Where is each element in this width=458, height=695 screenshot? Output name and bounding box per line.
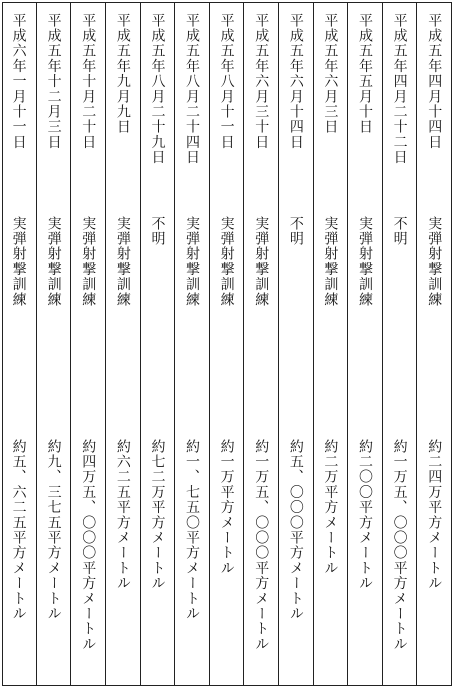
- date-cell: 平成五年五月十日: [357, 13, 374, 135]
- area-cell: 約一万五、〇〇〇平方メートル: [391, 439, 408, 652]
- purpose-cell: 実弾射撃訓練: [218, 216, 235, 308]
- incident-table: [2, 2, 452, 686]
- table-row: [382, 3, 417, 685]
- date-cell: 平成五年十月二十日: [80, 13, 97, 150]
- purpose-cell: 実弾射撃訓練: [80, 216, 97, 308]
- purpose-cell: 不明: [391, 216, 408, 247]
- purpose-cell: 不明: [287, 216, 304, 247]
- table-row: [416, 3, 451, 685]
- purpose-cell: 実弾射撃訓練: [184, 216, 201, 308]
- date-cell: 平成五年六月三十日: [253, 13, 270, 150]
- table-row: [105, 3, 140, 685]
- table-row: [140, 3, 175, 685]
- purpose-cell: 実弾射撃訓練: [114, 216, 131, 308]
- date-cell: 平成五年六月十四日: [287, 13, 304, 150]
- table-row: [243, 3, 278, 685]
- area-cell: 約五、六二五平方メートル: [10, 439, 27, 622]
- purpose-cell: 実弾射撃訓練: [322, 216, 339, 308]
- date-cell: 平成五年四月二十二日: [391, 13, 408, 165]
- table-row: [347, 3, 382, 685]
- table-row: [174, 3, 209, 685]
- date-cell: 平成五年八月二十四日: [184, 13, 201, 165]
- purpose-cell: 実弾射撃訓練: [426, 216, 443, 308]
- date-cell: 平成五年八月十一日: [218, 13, 235, 150]
- area-cell: 約二万平方メートル: [322, 439, 339, 576]
- table-row: [1, 3, 36, 685]
- purpose-cell: 実弾射撃訓練: [10, 216, 27, 308]
- area-cell: 約一万五、〇〇〇平方メートル: [253, 439, 270, 652]
- table-row: [313, 3, 348, 685]
- area-cell: 約一万平方メートル: [218, 439, 235, 576]
- purpose-cell: 実弾射撃訓練: [45, 216, 62, 308]
- area-cell: 約一、七五〇平方メートル: [184, 439, 201, 622]
- date-cell: 平成六年一月十一日: [10, 13, 27, 150]
- table-row: [36, 3, 71, 685]
- table-row: [70, 3, 105, 685]
- date-cell: 平成五年八月二十九日: [149, 13, 166, 165]
- table-row: [209, 3, 244, 685]
- date-cell: 平成五年十二月三日: [45, 13, 62, 150]
- area-cell: 約六二五平方メートル: [114, 439, 131, 591]
- date-cell: 平成五年九月九日: [114, 13, 131, 135]
- area-cell: 約二四万平方メートル: [426, 439, 443, 591]
- area-cell: 約九、三七五平方メートル: [45, 439, 62, 622]
- purpose-cell: 不明: [149, 216, 166, 247]
- date-cell: 平成五年四月十四日: [426, 13, 443, 150]
- table-row: [278, 3, 313, 685]
- area-cell: 約七二万平方メートル: [149, 439, 166, 591]
- purpose-cell: 実弾射撃訓練: [357, 216, 374, 308]
- area-cell: 約四万五、〇〇〇平方メートル: [80, 439, 97, 652]
- area-cell: 約二〇〇平方メートル: [357, 439, 374, 591]
- purpose-cell: 実弾射撃訓練: [253, 216, 270, 308]
- date-cell: 平成五年六月三日: [322, 13, 339, 135]
- area-cell: 約五、〇〇〇平方メートル: [287, 439, 304, 622]
